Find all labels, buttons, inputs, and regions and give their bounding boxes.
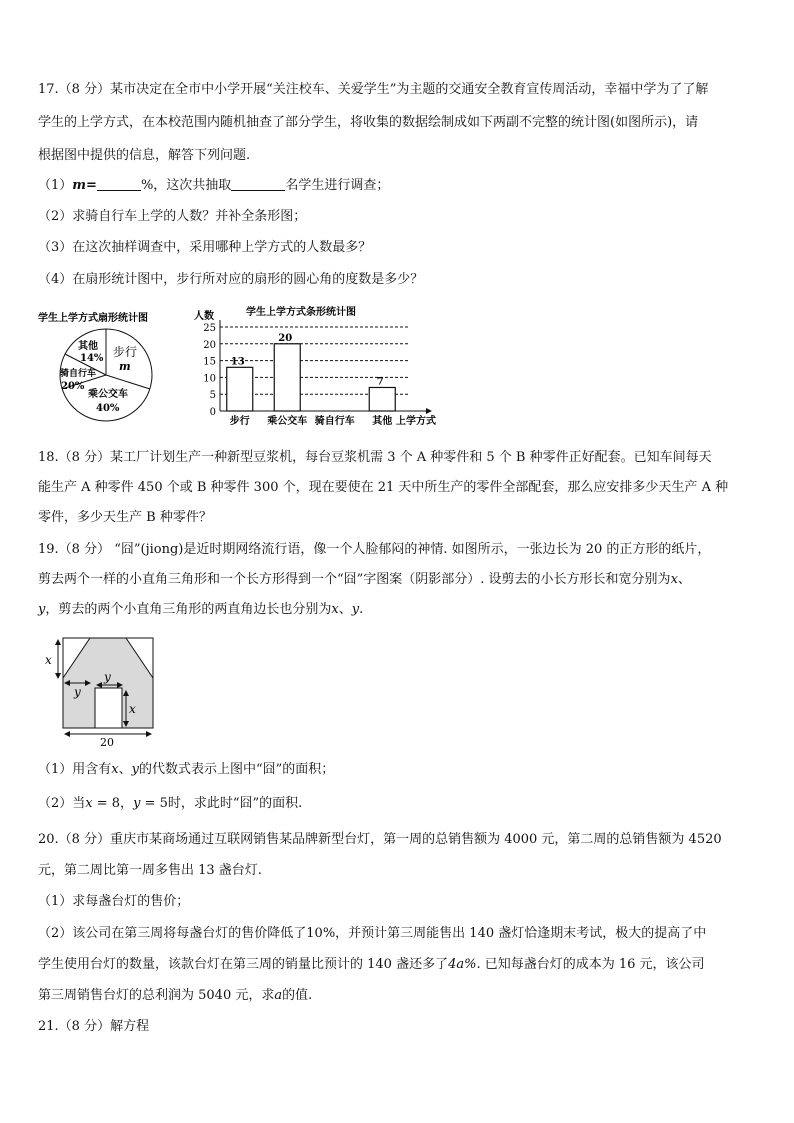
fig-label-y-left: y [74,685,81,699]
q20-part-2-line-1: （2）该公司在第三周将每盏台灯的售价降低了10%，并预计第三周能售出 140 盏灯恰逢期末考试，极大的提高了中 [38,926,707,941]
q18-line-1: 18.（8 分）某工厂计划生产一种新型豆浆机，每台豆浆机需 3 个 A 种零件和 5 个 B 种零件正好配套。已知车间每天 [38,450,712,465]
q21-line-1: 21.（8 分）解方程 [38,1019,150,1034]
pie-title: 学生上学方式扇形统计图 [38,313,148,324]
q19-line-3-x: x [331,602,339,617]
y-tick-label-0: 0 [209,407,216,418]
pie-pct-bus: 40% [96,403,120,414]
pie-label-walk: 步行 [113,345,138,359]
bar-value-label-0: 13 [230,356,245,368]
q19-line-3-sep: 、 [338,602,352,617]
q20-part-1: （1）求每盏台灯的售价； [38,894,190,909]
q19-line-1: 19.（8 分） “囧”(jiong)是近时期网络流行语，像一个人脸郁闷的神情. 如图所示，一张边长为 20 的正方形的纸片， [38,542,711,557]
bar-0 [227,367,253,411]
q17-line-1: 17.（8 分）某市决定在全市中小学开展“关注校车、关爱学生”为主题的交通安全教育宣传周活动，幸福中学为了了解 [38,82,709,97]
q19-part-2-y: y [133,796,141,811]
q20-var-a: a [274,988,283,1003]
q20-part-2-line-2 [38,955,758,975]
x-tick-label-0: 步行 [229,416,250,427]
pie-var-walk: m [119,360,131,373]
q20-expr-4a: 4a% [448,957,477,972]
q20-line-1: 20.（8 分）重庆市某商场通过互联网销售某品牌新型台灯，第一周的总销售额为 4000 元，第二周的总销售额为 4520 [38,832,722,847]
pie-pct-other: 14% [80,353,104,364]
q19-part-1-c: 的代数式表示上图中“囧”的面积； [139,762,335,777]
q17-part-1-number: （1） [38,178,73,193]
q19-part-1-y: y [131,762,139,777]
fig-label-20: 20 [100,736,114,748]
y-axis-label: 人数 [194,311,214,322]
q19-part-1-x: x [111,762,119,777]
q19-part-2-b: = 8， [92,796,134,811]
q19-part-2-x: x [85,796,93,811]
q20-part-2-line-3-a: 第三周销售台灯的总利润为 5040 元，求 [38,988,275,1003]
q19-line-2-text: 剪去两个一样的小直角三角形和一个长方形得到一个“囧”字图案（阴影部分）. 设剪去的小长方形长和宽分别为 [38,572,671,587]
bar-value-label-1: 20 [278,332,293,344]
cut-rectangle [95,688,122,728]
pie-chart-figure [34,305,174,425]
q19-part-2 [38,794,758,814]
q19-part-1-sep: 、 [118,762,132,777]
q18-line-3: 零件，多少天生产 B 种零件？ [38,510,212,525]
q19-line-3-y: y [38,602,46,617]
jiong-figure [40,636,165,748]
x-tick-label-2: 骑自行车 [314,416,355,427]
pie-pct-bike: 20% [61,381,85,392]
q20-part-2-line-3-b: 的值. [282,988,313,1003]
pie-label-bike: 骑自行车 [60,369,97,379]
q18-line-2: 能生产 A 种零件 450 个或 B 种零件 300 个，现在要使在 21 天中所生产的零件全部配套，那么应安排多少天生产 A 种 [38,480,729,495]
q20-part-2-line-2-b: . 已知每盏台灯的成本为 16 元，该公司 [476,957,705,972]
q17-equals: = [86,178,97,193]
q19-part-2-a: （2）当 [38,796,86,811]
q19-line-3-y2: y [351,602,360,617]
q19-line-2 [38,570,758,590]
q17-part-1-text-a: %，这次共抽取 [140,178,232,193]
pie-label-bus: 乘公交车 [88,389,128,400]
y-tick-label-10: 10 [203,373,216,385]
q19-line-2-x: x [670,572,678,587]
bar-chart-title: 学生上学方式条形统计图 [246,307,356,318]
answer-blank-percent[interactable] [97,176,141,191]
bar-3 [369,387,395,411]
q17-part-2: （2）求骑自行车上学的人数？并补全条形图； [38,209,307,224]
fig-label-y-mid: y [104,670,111,684]
q19-part-1-a: （1）用含有 [38,762,112,777]
q19-line-3-text: ，剪去的两个小直角三角形的两直角边长也分别为 [45,602,332,617]
bar-1 [274,344,300,411]
q19-part-2-c: = 5时，求此时“囧”的面积. [140,796,303,811]
q19-part-1 [38,760,758,780]
q17-line-3: 根据图中提供的信息，解答下列问题. [38,148,251,163]
answer-blank-count[interactable] [231,176,285,191]
q17-part-1 [38,176,758,196]
q20-part-2-line-3 [38,986,758,1006]
q17-m-variable: m [72,178,87,193]
x-axis-label: 上学方式 [396,416,436,427]
fig-label-x-left: x [45,653,52,667]
bar-value-label-3: 7 [376,376,384,388]
q19-line-3 [38,600,758,620]
y-tick-label-25: 25 [203,323,216,334]
q20-line-2: 元，第二周比第一周多售出 13 盏台灯. [38,863,262,878]
y-tick-label-15: 15 [203,356,216,368]
x-tick-label-3: 其他 [372,416,393,427]
fig-label-x-mid: x [129,702,136,716]
pie-label-other: 其他 [78,341,98,352]
x-tick-label-1: 乘公交车 [267,416,308,427]
y-tick-label-5: 5 [209,390,216,402]
q17-part-3: （3）在这次抽样调查中，采用哪种上学方式的人数最多？ [38,240,372,255]
q17-line-2: 学生的上学方式，在本校范围内随机抽查了部分学生，将收集的数据绘制成如下两副不完整的统计图(如图所示)，请 [38,115,699,130]
q19-line-3-end: . [359,602,364,617]
y-tick-label-20: 20 [203,339,216,351]
q19-line-2-sep: 、 [677,572,691,587]
q20-part-2-line-2-a: 学生使用台灯的数量，该款台灯在第三周的销量比预计的 140 盏还多了 [38,957,449,972]
bar-chart-figure [188,300,450,432]
x-axis-arrow [426,408,432,414]
q17-part-4: （4）在扇形统计图中，步行所对应的扇形的圆心角的度数是多少？ [38,272,424,287]
q17-part-1-text-b: 名学生进行调查； [285,178,390,193]
